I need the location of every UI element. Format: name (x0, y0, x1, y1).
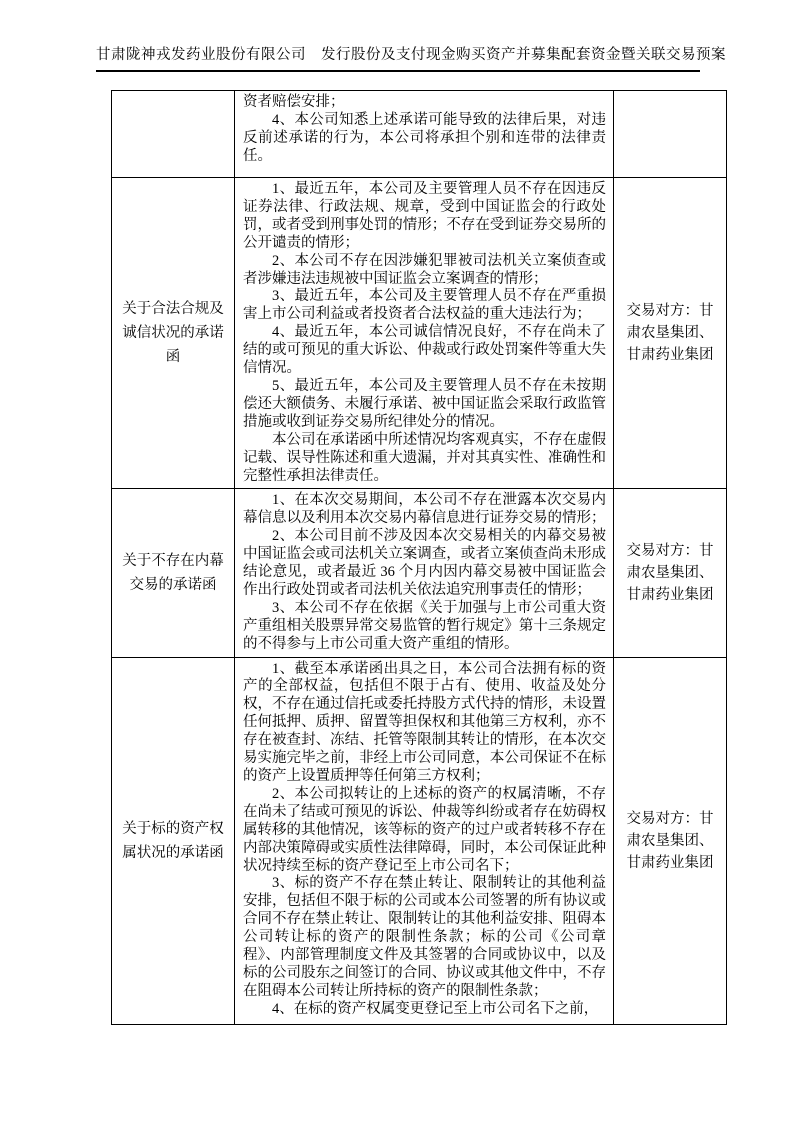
table-row (112, 657, 727, 1024)
counterparty-cell: 交易对方：甘肃农垦集团、甘肃药业集团 (614, 657, 727, 1024)
commitment-text-cell (235, 489, 614, 657)
paragraph: 5、最近五年，本公司及主要管理人员不存在未按期偿还大额债务、未履行承诺、被中国证监会采取行政监管措施或收到证券交易所纪律处分的情况。 (243, 377, 606, 430)
paragraph: 3、本公司不存在依据《关于加强与上市公司重大资产重组相关股票异常交易监管的暂行规定》第十三条规定的不得参与上市公司重大资产重组的情形。 (243, 599, 606, 652)
commitment-text-cell (235, 657, 614, 1024)
counterparty-cell (614, 91, 727, 178)
row-label: 关于合法合规及诚信状况的承诺函 (112, 178, 235, 489)
paragraph: 1、最近五年，本公司及主要管理人员不存在因违反证券法律、行政法规、规章，受到中国证监会的行政处罚，或者受到刑事处罚的情形；不存在受到证券交易所的公开谴责的情形； (243, 181, 606, 251)
paragraph: 资者赔偿安排； (243, 94, 345, 110)
paragraph: 2、本公司拟转让的上述标的资产的权属清晰，不存在尚未了结或可预见的诉讼、仲裁等纠纷或者存在妨碍权属转移的其他情况，该等标的资产的过户或者转移不存在内部决策障碍或实质性法律障碍，同时，本公司保证此种状况持续至标的资产登记至上市公司名下； (243, 785, 606, 874)
commitment-text-cell (235, 91, 614, 178)
paragraph: 4、最近五年，本公司诚信情况良好，不存在尚未了结的或可预见的重大诉讼、仲裁或行政处罚案件等重大失信情况。 (243, 324, 606, 377)
row-label (112, 91, 235, 178)
paragraph: 4、本公司知悉上述承诺可能导致的法律后果，对违反前述承诺的行为，本公司将承担个别和连带的法律责任。 (243, 111, 606, 164)
commitment-text-cell (235, 178, 614, 489)
row-label: 关于不存在内幕交易的承诺函 (112, 489, 235, 657)
document-header-title: 甘肃陇神戎发药业股份有限公司 发行股份及支付现金购买资产并募集配套资金暨关联交易预案 (96, 46, 700, 72)
paragraph: 4、在标的资产权属变更登记至上市公司名下之前， (272, 1000, 599, 1017)
table-row (112, 178, 727, 489)
paragraph: 本公司在承诺函中所述情况均客观真实，不存在虚假记载、误导性陈述和重大遗漏，并对其真实性、准确性和完整性承担法律责任。 (243, 431, 606, 484)
paragraph: 2、本公司不存在因涉嫌犯罪被司法机关立案侦查或者涉嫌违法违规被中国证监会立案调查的情形； (243, 252, 606, 287)
commitments-table (111, 90, 727, 1025)
table-row (112, 91, 727, 178)
paragraph: 1、截至本承诺函出具之日，本公司合法拥有标的资产的全部权益，包括但不限于占有、使用、收益及处分权，不存在通过信托或委托持股方式代持的情形，未设置任何抵押、质押、留置等担保权和其他第三方权利，亦不存在被查封、冻结、托管等限制其转让的情形，在本次交易实施完毕之前，非经上市公司同意，本公司保证不在标的资产上设置质押等任何第三方权利； (243, 660, 606, 784)
table-row (112, 489, 727, 657)
paragraph: 3、最近五年，本公司及主要管理人员不存在严重损害上市公司利益或者投资者合法权益的重大违法行为； (243, 288, 606, 323)
paragraph: 3、标的资产不存在禁止转让、限制转让的其他利益安排，包括但不限于标的公司或本公司签署的所有协议或合同不存在禁止转让、限制转让的其他利益安排、阻碍本公司转让标的资产的限制性条款；标的公司《公司章程》、内部管理制度文件及其签署的合同或协议中，以及标的公司股东之间签订的合同、协议或其他文件中，不存在阻碍本公司转让所持标的资产的限制性条款； (243, 875, 606, 999)
row-label: 关于标的资产权属状况的承诺函 (112, 657, 235, 1024)
counterparty-cell: 交易对方：甘肃农垦集团、甘肃药业集团 (614, 489, 727, 657)
paragraph: 2、本公司目前不涉及因本次交易相关的内幕交易被中国证监会或司法机关立案调查，或者立案侦查尚未形成结论意见，或者最近 36 个月内因内幕交易被中国证监会作出行政处罚或者司法机关依法追究刑事责任的情形； (243, 528, 606, 598)
counterparty-cell: 交易对方：甘肃农垦集团、甘肃药业集团 (614, 178, 727, 489)
paragraph: 1、在本次交易期间，本公司不存在泄露本次交易内幕信息以及利用本次交易内幕信息进行证券交易的情形； (243, 492, 606, 527)
